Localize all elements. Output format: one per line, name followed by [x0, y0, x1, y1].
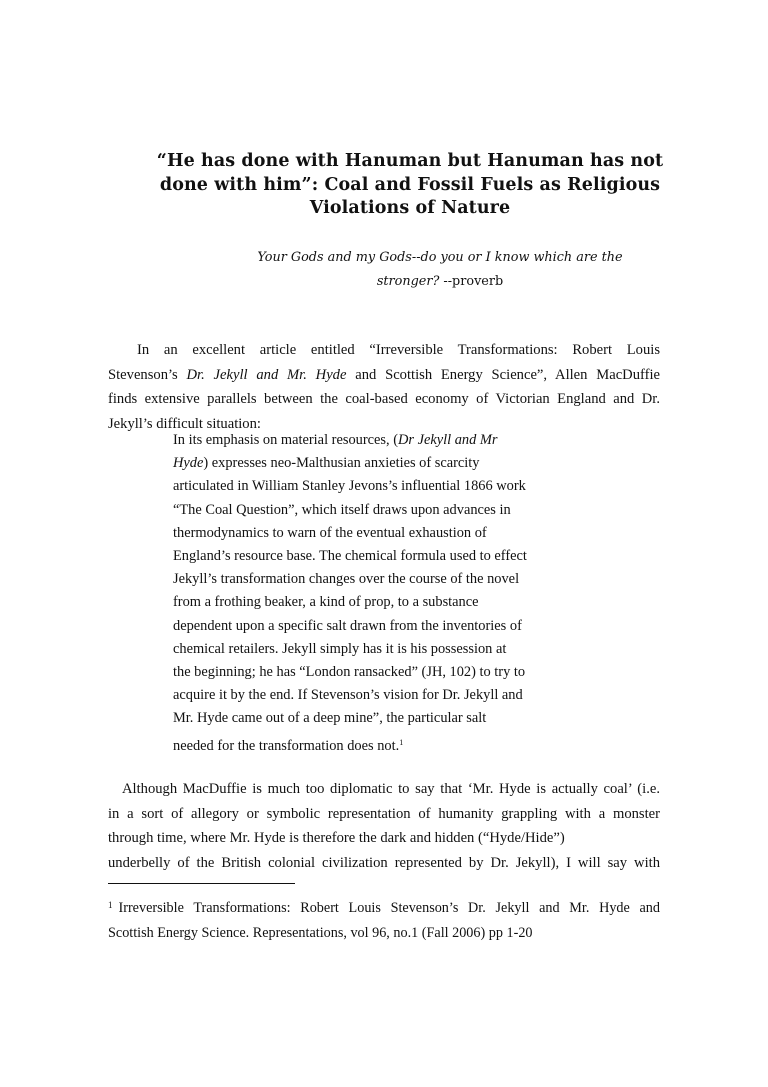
- quote-line: In its emphasis on material resources, (Dr Jekyll and Mr: [173, 432, 498, 448]
- quote-line: Jekyll’s transformation changes over the course of the novel: [173, 571, 520, 588]
- quote-line: the beginning; he has “London ransacked” (JH, 102) to try to: [173, 664, 526, 681]
- article-title: [150, 150, 670, 221]
- epigraph: [240, 246, 640, 294]
- footnote: [108, 893, 660, 946]
- footnote-reference[interactable]: 1: [399, 737, 404, 747]
- paragraph-2-line-2: in a sort of allegory or symbolic representation of humanity grappling with a monster: [108, 805, 660, 822]
- title-line-2: done with him”: Coal and Fossil Fuels as Religious: [159, 174, 661, 195]
- paragraph-1-line-2: Stevenson’s Dr. Jekyll and Mr. Hyde and Scottish Energy Science”, Allen MacDuffie: [108, 366, 660, 383]
- epigraph-line-2: stronger?: [376, 274, 440, 289]
- paragraph-2-line-3: through time, where Mr. Hyde is therefore the dark and hidden (“Hyde/Hide”): [108, 830, 565, 846]
- paragraph-2: [108, 777, 660, 875]
- title-line-3: Violations of Nature: [309, 198, 511, 218]
- quote-line: needed for the transformation does not.$^1$: [173, 737, 404, 754]
- paragraph-1-line-4: Jekyll’s difficult situation:: [108, 415, 261, 432]
- quote-line: England’s resource base. The chemical formula used to effect: [173, 548, 527, 565]
- title-line-1: “He has done with Hanuman but Hanuman has not: [156, 151, 664, 171]
- quote-line: acquire it by the end. If Stevenson’s vision for Dr. Jekyll and: [173, 687, 523, 704]
- quote-line: thermodynamics to warn of the eventual exhaustion of: [173, 524, 487, 541]
- epigraph-line-1: Your Gods and my Gods--do you or I know which are the: [257, 250, 623, 265]
- quote-line: articulated in William Stanley Jevons’s influential 1866 work: [173, 478, 526, 495]
- quote-line: Mr. Hyde came out of a deep mine”, the particular salt: [173, 710, 487, 727]
- paragraph-1: [108, 338, 660, 436]
- quote-line: Hyde) expresses neo-Malthusian anxieties of scarcity: [173, 455, 480, 472]
- quote-line: chemical retailers. Jekyll simply has it is his possession at: [173, 640, 507, 657]
- footnote-line-1: $^1$ Irreversible Transformations: Robert Louis Stevenson’s Dr. Jekyll and Mr. Hyde and: [108, 900, 660, 916]
- paragraph-1-line-3: finds extensive parallels between the coal-based economy of Victorian England and Dr.: [108, 391, 660, 407]
- footnote-number: 1: [108, 900, 113, 910]
- quote-line: dependent upon a specific salt drawn from the inventories of: [173, 617, 522, 634]
- paragraph-2-line-4: underbelly of the British colonial civilization represented by Dr. Jekyll), I will say with: [108, 854, 660, 871]
- paragraph-1-line-1: In an excellent article entitled “Irreversible Transformations: Robert Louis: [137, 342, 660, 358]
- footnote-line-2: Scottish Energy Science. Representations, vol 96, no.1 (Fall 2006) pp 1-20: [108, 925, 533, 941]
- quote-line: from a frothing beaker, a kind of prop, to a substance: [173, 594, 479, 611]
- footnote-divider: [108, 883, 295, 884]
- quote-line: “The Coal Question”, which itself draws upon advances in: [173, 501, 511, 518]
- paragraph-2-line-1: Although MacDuffie is much too diplomatic to say that ‘Mr. Hyde is actually coal’ (i.e.: [122, 781, 660, 797]
- block-quote: [173, 429, 573, 758]
- epigraph-source: --proverb: [439, 274, 504, 289]
